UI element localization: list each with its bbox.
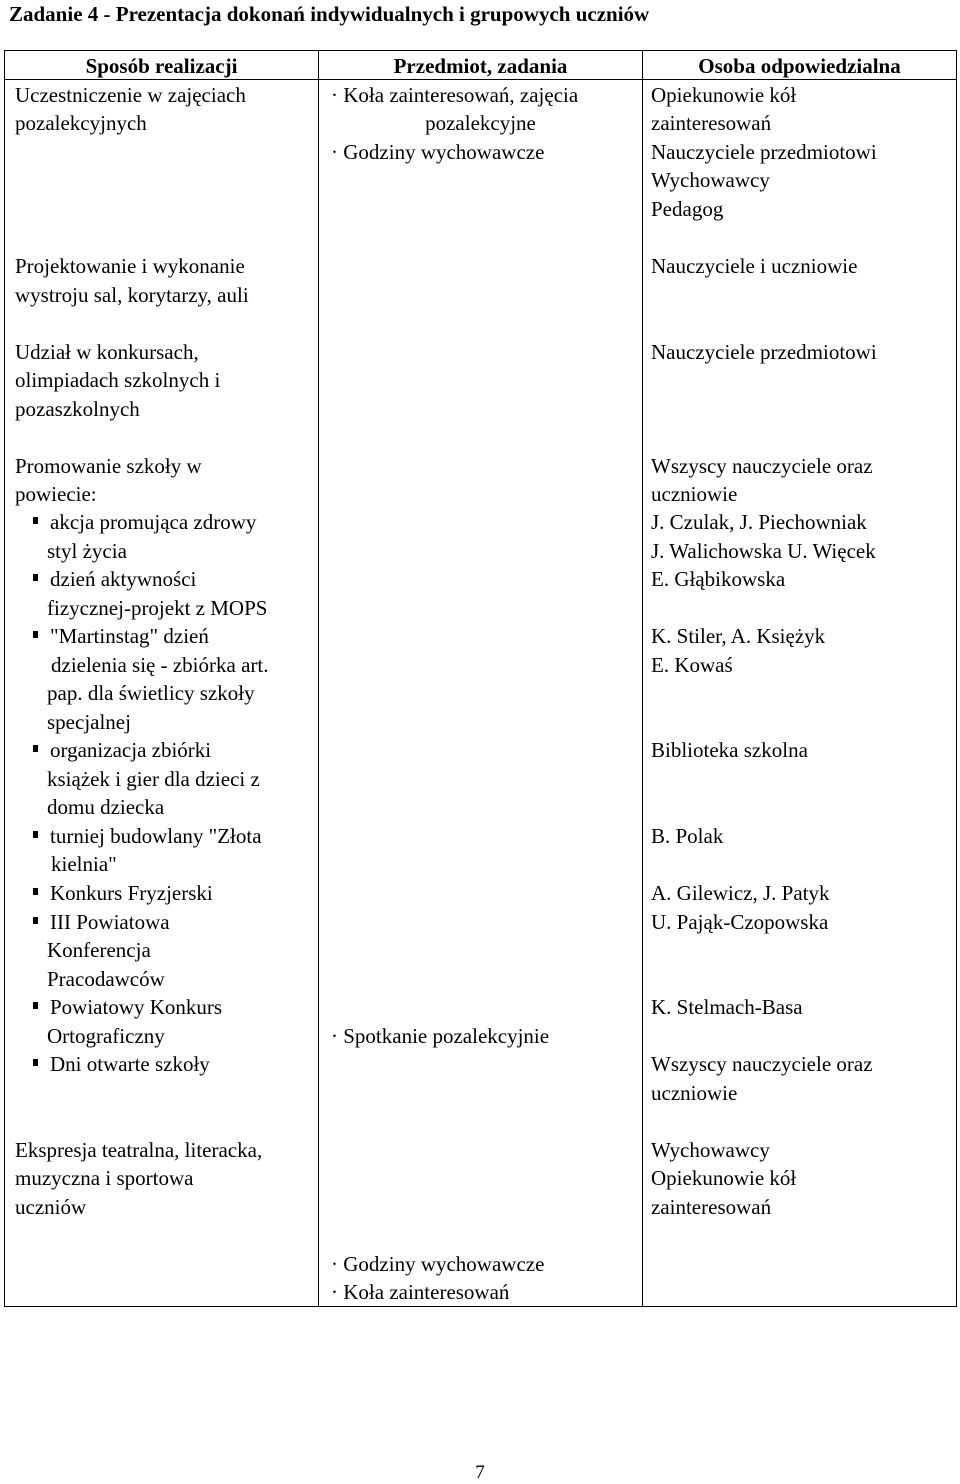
responsible-line: J. Czulak, J. Piechowniak	[651, 510, 867, 534]
bullet-icon	[33, 745, 38, 752]
list-item-line: "Martinstag" dzień	[50, 624, 209, 648]
bullet-icon	[33, 1059, 38, 1066]
column-divider-2	[642, 50, 643, 1307]
responsible-line: K. Stiler, A. Księżyk	[651, 624, 826, 648]
responsible-line: E. Głąbikowska	[651, 567, 786, 591]
list-item-line: dzielenia się - zbiórka art.	[51, 653, 269, 677]
responsible-line: J. Walichowska U. Więcek	[651, 539, 876, 563]
bullet-icon	[33, 831, 38, 838]
responsible-line: K. Stelmach-Basa	[651, 995, 803, 1019]
list-item-line: Ortograficzny	[47, 1024, 165, 1048]
bullet-icon	[33, 631, 38, 638]
method-row1-line1: Uczestniczenie w zajęciach	[15, 83, 246, 107]
list-item-line: akcja promująca zdrowy	[50, 510, 257, 534]
responsible-row5-line2: Opiekunowie kół	[651, 1166, 797, 1190]
responsible-line: B. Polak	[651, 824, 724, 848]
responsible-row3: Nauczyciele przedmiotowi	[651, 340, 877, 364]
method-row1-line2: pozalekcyjnych	[15, 111, 147, 135]
list-item-line: III Powiatowa	[50, 910, 170, 934]
responsible-row2: Nauczyciele i uczniowie	[651, 254, 858, 278]
subject-row1-line1: · Koła zainteresowań, zajęcia	[331, 83, 579, 107]
list-item-line: specjalnej	[47, 710, 131, 734]
responsible-row1-line5: Pedagog	[651, 197, 724, 221]
responsible-line: uczniowie	[651, 1081, 738, 1105]
responsible-row1-line3: Nauczyciele przedmiotowi	[651, 140, 877, 164]
list-item-line: domu dziecka	[47, 795, 165, 819]
method-row3-line1: Udział w konkursach,	[15, 340, 199, 364]
table-border-right	[956, 50, 957, 1307]
method-row4-intro-line1: Promowanie szkoły w	[15, 454, 202, 478]
list-item-line: Dni otwarte szkoły	[50, 1052, 210, 1076]
subject-row5-line2: · Koła zainteresowań	[331, 1280, 510, 1304]
table-border-left	[4, 50, 5, 1307]
method-row4-intro-line2: powiecie:	[15, 482, 97, 506]
header-subject: Przedmiot, zadania	[393, 54, 568, 78]
responsible-row5-line3: zainteresowań	[651, 1195, 772, 1219]
list-item-line: fizycznej-projekt z MOPS	[47, 596, 268, 620]
bullet-icon	[33, 574, 38, 581]
subject-row4: · Spotkanie pozalekcyjnie	[331, 1024, 550, 1048]
method-row5-line3: uczniów	[15, 1195, 87, 1219]
responsible-row1-line2: zainteresowań	[651, 111, 772, 135]
list-item-line: Konferencja	[47, 938, 151, 962]
header-responsible: Osoba odpowiedzialna	[698, 54, 901, 78]
responsible-line: A. Gilewicz, J. Patyk	[651, 881, 830, 905]
list-item-line: książek i gier dla dzieci z	[47, 767, 260, 791]
list-item-line: turniej budowlany "Złota	[50, 824, 262, 848]
bullet-icon	[33, 517, 38, 524]
responsible-line: U. Pająk-Czopowska	[651, 910, 829, 934]
responsible-line: Wszyscy nauczyciele oraz	[651, 1052, 873, 1076]
list-item-line: styl życia	[47, 539, 127, 563]
responsible-line: Biblioteka szkolna	[651, 738, 808, 762]
method-row3-line3: pozaszkolnych	[15, 397, 140, 421]
subject-row5-line1: · Godziny wychowawcze	[331, 1252, 545, 1276]
table-border-top	[4, 50, 957, 51]
page-number: 7	[475, 1462, 485, 1483]
subject-row1-line3: · Godziny wychowawcze	[331, 140, 545, 164]
responsible-row5-line1: Wychowawcy	[651, 1138, 770, 1162]
responsible-line: Wszyscy nauczyciele oraz	[651, 454, 873, 478]
bullet-icon	[33, 1002, 38, 1009]
column-divider-1	[318, 50, 319, 1307]
responsible-row1-line4: Wychowawcy	[651, 168, 770, 192]
header-method: Sposób realizacji	[85, 54, 238, 78]
method-row2-line2: wystroju sal, korytarzy, auli	[15, 283, 249, 307]
list-item-line: organizacja zbiórki	[50, 738, 212, 762]
list-item-line: dzień aktywności	[50, 567, 197, 591]
bullet-icon	[33, 917, 38, 924]
method-row5-line2: muzyczna i sportowa	[15, 1166, 194, 1190]
method-row3-line2: olimpiadach szkolnych i	[15, 368, 221, 392]
method-row5-line1: Ekspresja teatralna, literacka,	[15, 1138, 263, 1162]
bullet-icon	[33, 888, 38, 895]
responsible-line: E. Kowaś	[651, 653, 733, 677]
responsible-line: uczniowie	[651, 482, 738, 506]
section-heading: Zadanie 4 - Prezentacja dokonań indywidualnych i grupowych uczniów	[9, 2, 650, 26]
list-item-line: kielnia"	[51, 852, 117, 876]
responsible-row1-line1: Opiekunowie kół	[651, 83, 797, 107]
list-item-line: pap. dla świetlicy szkoły	[47, 681, 255, 705]
list-item-line: Powiatowy Konkurs	[50, 995, 223, 1019]
method-row2-line1: Projektowanie i wykonanie	[15, 254, 245, 278]
list-item-line: Konkurs Fryzjerski	[50, 881, 213, 905]
list-item-line: Pracodawców	[47, 967, 165, 991]
subject-row1-line2: pozalekcyjne	[425, 111, 536, 135]
